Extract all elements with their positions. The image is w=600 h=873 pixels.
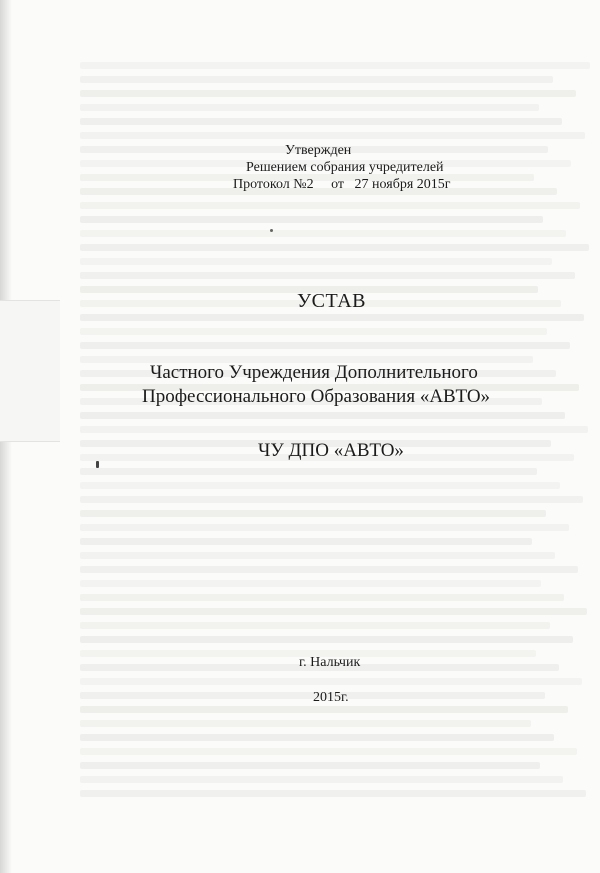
ghost-line: [80, 230, 566, 237]
protocol-line: Протокол №2 от 27 ноября 2015г: [233, 177, 451, 192]
ghost-line: [80, 314, 584, 321]
ghost-line: [80, 118, 562, 125]
paper-fold: [0, 300, 60, 442]
ghost-line: [80, 510, 546, 517]
ghost-line: [80, 482, 560, 489]
ghost-line: [80, 622, 550, 629]
ghost-line: [80, 468, 537, 475]
organization-name-line-1: Частного Учреждения Дополнительного: [150, 362, 478, 383]
ghost-line: [80, 748, 577, 755]
ghost-line: [80, 244, 589, 251]
speck: [96, 461, 99, 468]
ghost-line: [80, 762, 540, 769]
ghost-line: [80, 76, 553, 83]
ghost-line: [80, 272, 575, 279]
ghost-line: [80, 608, 587, 615]
ghost-line: [80, 720, 531, 727]
ghost-line: [80, 328, 547, 335]
ghost-line: [80, 412, 565, 419]
ghost-line: [80, 342, 570, 349]
ghost-line: [80, 426, 588, 433]
ghost-line: [80, 552, 555, 559]
ghost-line: [80, 258, 552, 265]
ghost-line: [80, 706, 568, 713]
ghost-line: [80, 62, 590, 69]
ghost-line: [80, 566, 578, 573]
speck: [270, 229, 273, 232]
ghost-line: [80, 678, 582, 685]
ghost-line: [80, 636, 573, 643]
ghost-line: [80, 580, 541, 587]
organization-abbreviation: ЧУ ДПО «АВТО»: [258, 440, 404, 461]
decision-line: Решением собрания учредителей: [246, 160, 444, 175]
ghost-line: [80, 790, 586, 797]
organization-name-line-2: Профессионального Образования «АВТО»: [142, 386, 491, 407]
ghost-line: [80, 202, 580, 209]
ghost-line: [80, 132, 585, 139]
ghost-line: [80, 216, 543, 223]
ghost-line: [80, 104, 539, 111]
city: г. Нальчик: [299, 655, 361, 670]
ghost-line: [80, 90, 576, 97]
approved-label: Утвержден: [285, 143, 352, 158]
ghost-line: [80, 496, 583, 503]
ghost-line: [80, 538, 532, 545]
ghost-line: [80, 594, 564, 601]
year: 2015г.: [313, 690, 349, 705]
ghost-line: [80, 734, 554, 741]
ghost-line: [80, 776, 563, 783]
ghost-line: [80, 524, 569, 531]
document-title: УСТАВ: [297, 290, 367, 312]
